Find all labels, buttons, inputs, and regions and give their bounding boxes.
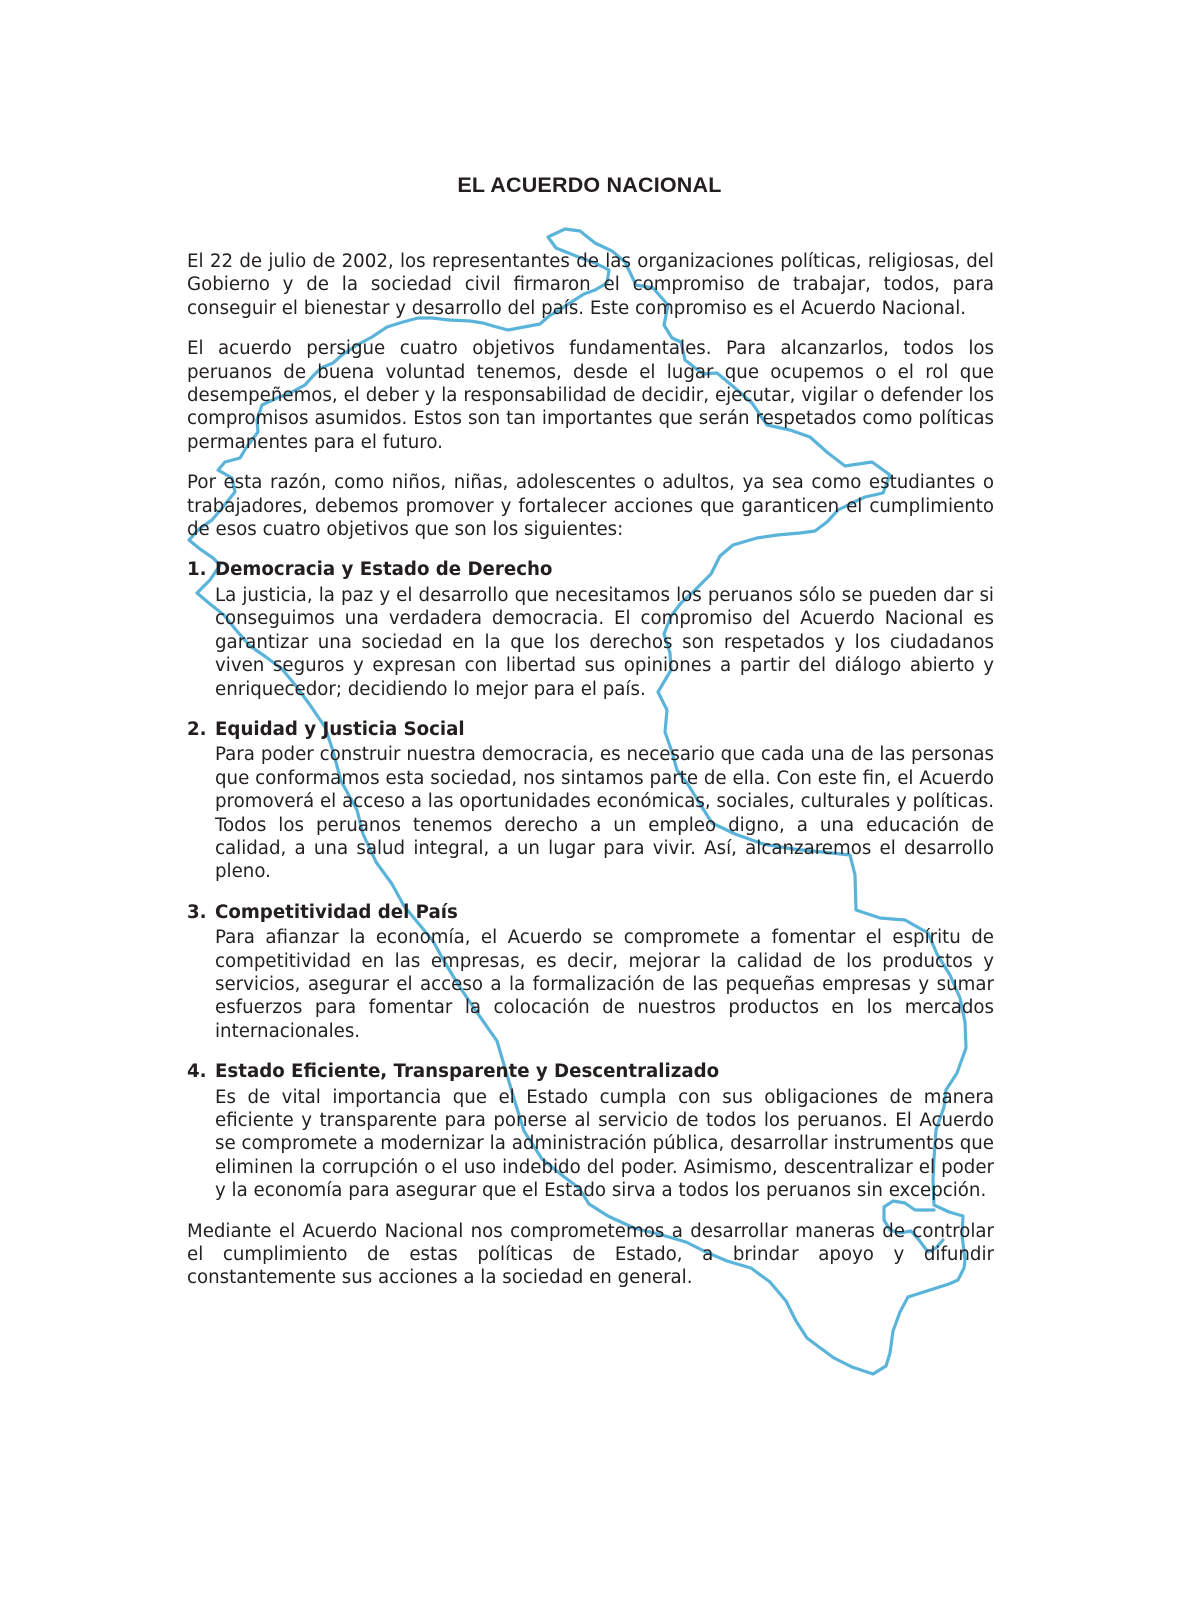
objective-text: Para afianzar la economía, el Acuerdo se compromete a fomentar el espíritu de competitividad en las empresas, es decir, mejorar la calidad de los productos y servicios, asegurar el acceso a la formalización de las pequeñas empresas y sumar esfuerzos para fomentar la colocación de nuestros productos en los mercados internacionales. bbox=[215, 927, 994, 1042]
objective-heading bbox=[187, 558, 994, 581]
objective-heading bbox=[187, 901, 994, 924]
intro-paragraph-3: Por esta razón, como niños, niñas, adolescentes o adultos, ya sea como estudiantes o trabajadores, debemos promover y fortalecer acciones que garanticen el cumplimiento de esos cuatro objetivos que son los siguientes: bbox=[187, 472, 994, 541]
intro-paragraph-1: El 22 de julio de 2002, los representantes de las organizaciones políticas, religiosas, del Gobierno y de la sociedad civil firmaron el compromiso de trabajar, todos, para conseguir el bienestar y desarrollo del país. Este compromiso es el Acuerdo Nacional. bbox=[187, 251, 994, 319]
objective-number: 1. bbox=[187, 559, 207, 581]
objective-title: Equidad y Justicia Social bbox=[215, 718, 465, 740]
document-body bbox=[187, 250, 994, 1307]
objective-number: 4. bbox=[187, 1061, 207, 1083]
objective-heading bbox=[187, 1060, 994, 1083]
objective-text: La justicia, la paz y el desarrollo que necesitamos los peruanos sólo se pueden dar si conseguimos una verdadera democracia. El compromiso del Acuerdo Nacional es garantizar una sociedad en la que los derechos son respetados y los ciudadanos viven seguros y expresan con libertad sus opiniones a partir del diálogo abierto y enriquecedor; decidiendo lo mejor para el país. bbox=[215, 584, 994, 700]
objective-item bbox=[187, 558, 994, 700]
intro-paragraph-2: El acuerdo persigue cuatro objetivos fundamentales. Para alcanzarlos, todos los peruanos de buena voluntad tenemos, desde el lugar que ocupemos o el rol que desempeñemos, el deber y la responsabilidad de decidir, ejecutar, vigilar o defender los compromisos asumidos. Estos son tan importantes que serán respetados como políticas permanentes para el futuro. bbox=[187, 338, 994, 453]
objective-text: Para poder construir nuestra democracia, es necesario que cada una de las personas que conformamos esta sociedad, nos sintamos parte de ella. Con este fin, el Acuerdo promoverá el acceso a las oportunidades económicas, sociales, culturales y políticas. Todos los peruanos tenemos derecho a un empleo digno, a una educación de calidad, a una salud integral, a un lugar para vivir. Así, alcanzaremos el desarrollo pleno. bbox=[215, 744, 994, 883]
objective-title: Competitividad del País bbox=[215, 901, 458, 923]
objective-item bbox=[187, 718, 994, 884]
objective-title: Estado Eficiente, Transparente y Descentralizado bbox=[215, 1061, 720, 1083]
objective-text: Es de vital importancia que el Estado cumpla con sus obligaciones de manera eficiente y transparente para ponerse al servicio de todos los peruanos. El Acuerdo se compromete a modernizar la administración pública, desarrollar instrumentos que eliminen la corrupción o el uso indebido del poder. Asimismo, descentralizar el poder y la economía para asegurar que el Estado sirva a todos los peruanos sin excepción. bbox=[215, 1086, 994, 1202]
page-title: EL ACUERDO NACIONAL bbox=[457, 173, 722, 197]
objective-title: Democracia y Estado de Derecho bbox=[215, 559, 553, 581]
closing-paragraph: Mediante el Acuerdo Nacional nos comprometemos a desarrollar maneras de controlar el cumplimiento de estas políticas de Estado, a brindar apoyo y difundir constantemente sus acciones a la sociedad en general. bbox=[187, 1220, 994, 1289]
objective-item bbox=[187, 1060, 994, 1202]
objective-heading bbox=[187, 718, 994, 741]
objective-number: 3. bbox=[187, 901, 207, 923]
objective-item bbox=[187, 901, 994, 1043]
objective-number: 2. bbox=[187, 718, 207, 740]
